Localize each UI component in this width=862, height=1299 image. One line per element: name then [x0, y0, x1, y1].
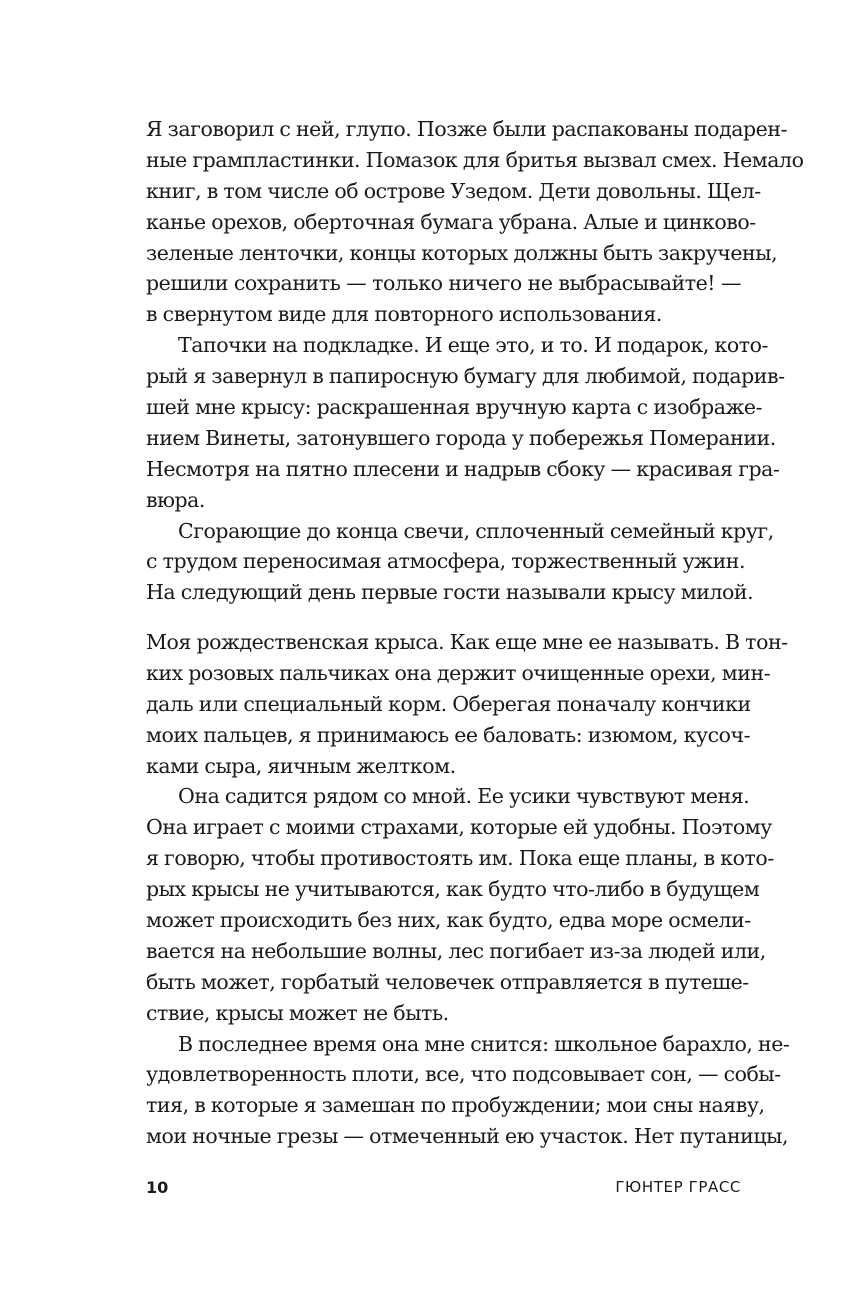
text-line: удовлетворенность плоти, все, что подсовывает сон, — собы-	[146, 1062, 781, 1087]
text-line: я говорю, чтобы противостоять им. Пока еще планы, в кото-	[146, 846, 774, 871]
text-line: ких розовых пальчиках она держит очищенные орехи, мин-	[146, 660, 771, 685]
text-line: даль или специальный корм. Оберегая поначалу кончики	[146, 691, 751, 716]
text-line: Она играет с моими страхами, которые ей удобны. Поэтому	[146, 815, 772, 840]
paragraph	[146, 114, 804, 330]
paragraph	[146, 781, 774, 1028]
text-line: рый я завернул в папиросную бумагу для любимой, подарив-	[146, 364, 785, 389]
text-line: Тапочки на подкладке. И еще это, и то. И подарок, кото-	[178, 333, 769, 358]
text-line: ные грампластинки. Помазок для бритья вызвал смех. Немало	[146, 147, 804, 172]
page-number: 10	[146, 1178, 169, 1197]
page-footer	[146, 1178, 741, 1202]
text-line: нием Винеты, затонувшего города у побережья Померании.	[146, 425, 776, 450]
paragraph	[146, 330, 785, 515]
text-line: Я заговорил с ней, глупо. Позже были распакованы подарен-	[146, 117, 788, 141]
text-line: зеленые ленточки, концы которых должны быть закручены,	[146, 240, 778, 265]
text-line: моих пальцев, я принимаюсь ее баловать: изюмом, кусоч-	[146, 722, 751, 747]
text-line: может происходить без них, как будто, едва море осмели-	[146, 908, 751, 933]
text-line: шей мне крысу: раскрашенная вручную карта с изображе-	[146, 395, 763, 420]
paragraph	[146, 1029, 790, 1153]
text-line: В последнее время она мне снится: школьное барахло, не-	[178, 1031, 790, 1056]
text-line: мои ночные грезы — отмеченный ею участок. Нет путаницы,	[146, 1124, 789, 1149]
paragraph	[146, 516, 774, 609]
text-line: книг, в том числе об острове Узедом. Дети довольны. Щел-	[146, 178, 761, 203]
text-line: Она садится рядом со мной. Ее усики чувствуют меня.	[178, 784, 750, 809]
paragraph	[146, 627, 788, 781]
text-line: решили сохранить — только ничего не выбрасывайте! —	[146, 271, 741, 296]
text-line: тия, в которые я замешан по пробуждении; мои сны наяву,	[146, 1093, 765, 1118]
text-line: рых крысы не учитываются, как будто что-либо в будущем	[146, 877, 760, 902]
text-line: ствие, крысы может не быть.	[146, 1000, 449, 1025]
text-line: Несмотря на пятно плесени и надрыв сбоку — красивая гра-	[146, 456, 780, 481]
text-line: в свернутом виде для повторного использования.	[146, 302, 662, 327]
text-line: канье орехов, оберточная бумага убрана. Алые и цинково-	[146, 209, 756, 234]
text-line: На следующий день первые гости называли крысу милой.	[146, 580, 754, 605]
text-line: ками сыра, яичным желтком.	[146, 753, 456, 778]
text-line: Моя рождественская крыса. Как еще мне ее называть. В тон-	[146, 630, 788, 654]
text-section-2	[146, 627, 790, 1152]
text-line: с трудом переносимая атмосфера, торжественный ужин.	[146, 549, 746, 574]
text-line: Сгорающие до конца свечи, сплоченный семейный круг,	[178, 518, 774, 543]
text-line: быть может, горбатый человечек отправляется в путеше-	[146, 969, 749, 994]
text-section-1	[146, 114, 804, 608]
running-head-author: ГЮНТЕР ГРАСС	[615, 1178, 741, 1196]
text-line: вается на небольшие волны, лес погибает из-за людей или,	[146, 938, 766, 963]
text-line: вюра.	[146, 487, 205, 512]
